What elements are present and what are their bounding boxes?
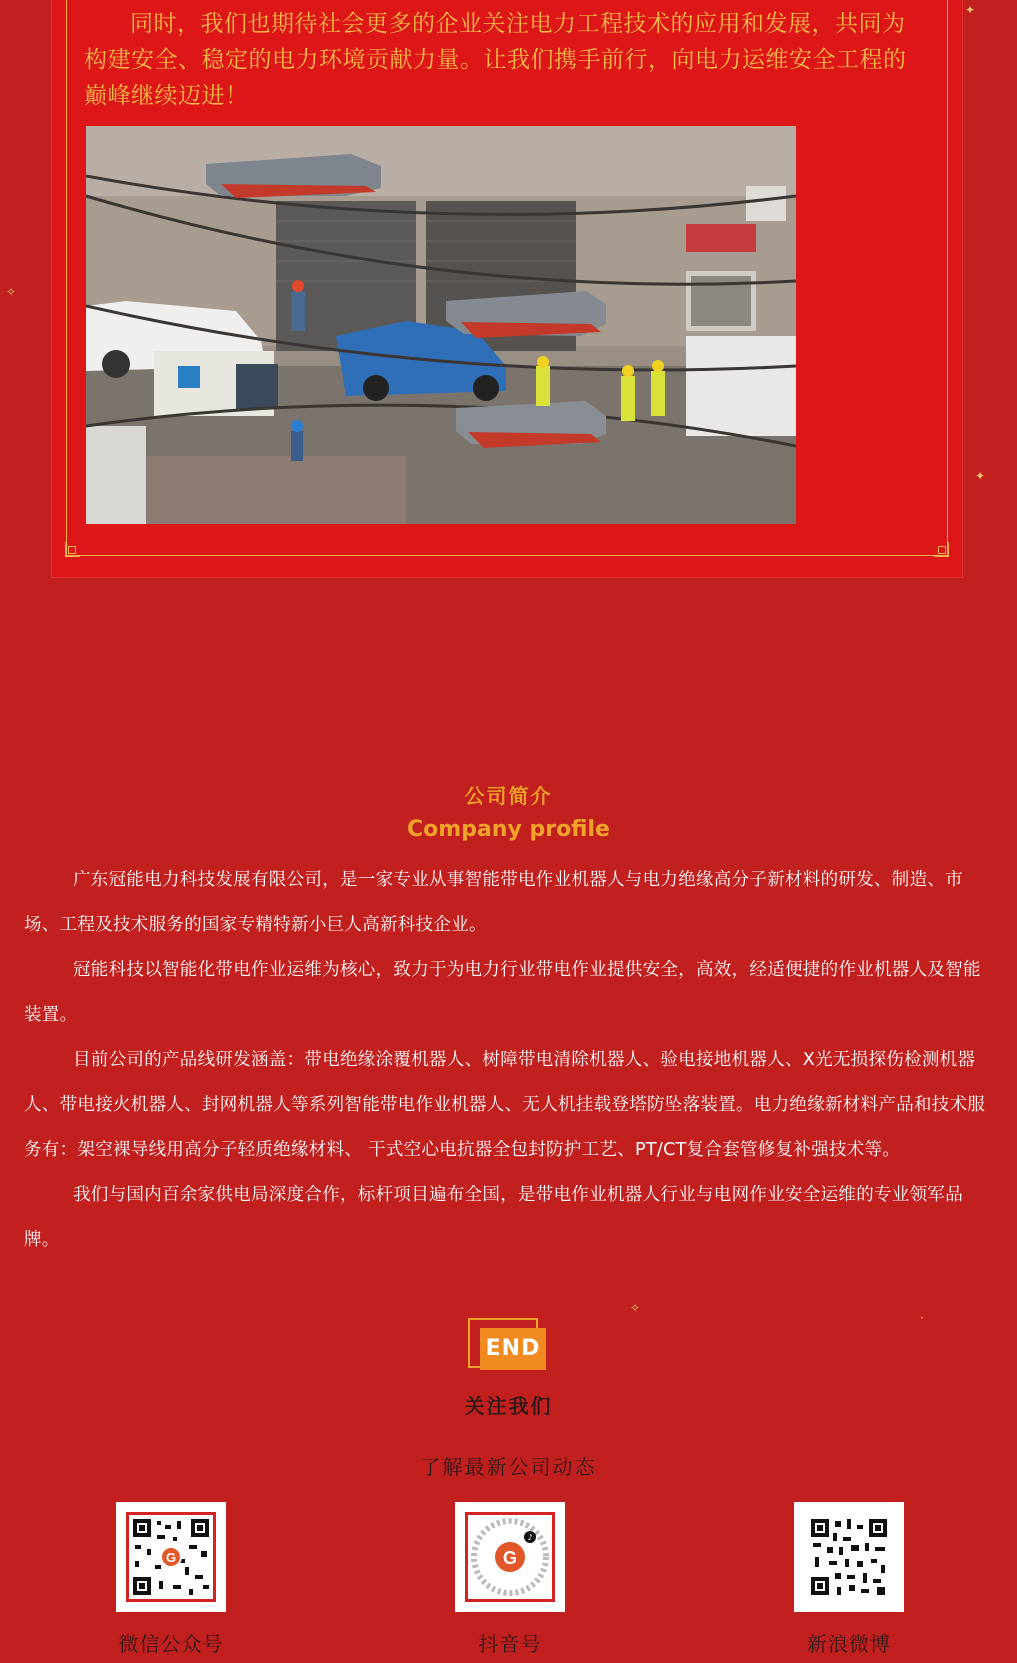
weibo-qr-code[interactable] (794, 1502, 904, 1612)
wechat-qr-code[interactable] (116, 1502, 226, 1612)
svg-text:♪: ♪ (527, 1533, 533, 1542)
sparkle-icon: ✦ (975, 469, 986, 483)
profile-paragraph: 我们与国内百余家供电局深度合作，标杆项目遍布全国，是带电作业机器人行业与电网作业安全运维的专业领军品牌。 (24, 1185, 963, 1250)
sparkle-icon: ✦ (965, 3, 976, 17)
profile-title-en: Company profile (407, 817, 610, 842)
qr-frame (126, 1512, 216, 1602)
weibo-qr-label: 新浪微博 (807, 1632, 891, 1656)
closing-paragraph: 同时，我们也期待社会更多的企业关注电力工程技术的应用和发展，共同为构建安全、稳定的电力环境贡献力量。让我们携手前行，向电力运维安全工程的巅峰继续迈进！ (84, 11, 907, 109)
follow-us-heading: 关注我们 (464, 1394, 553, 1418)
profile-title-cn: 公司简介 (464, 784, 553, 808)
profile-paragraph: 冠能科技以智能化带电作业运维为核心，致力于为电力行业带电作业提供安全，高效，经适便捷的作业机器人及智能装置。 (24, 960, 981, 1025)
profile-paragraph: 目前公司的产品线研发涵盖：带电绝缘涂覆机器人、树障带电清除机器人、验电接地机器人、X光无损探伤检测机器人、带电接火机器人、封网机器人等系列智能带电作业机器人、无人机挂载登塔防坠落装置。电力绝缘新材料产品和技术服务有：架空裸导线用高分子轻质绝缘材料、 干式空心电抗器全包封防护工艺、PT/CT复合套管修复补强技术等。 (24, 1050, 986, 1160)
end-badge (468, 1318, 546, 1374)
douyin-qr-label: 抖音号 (478, 1632, 542, 1656)
sparkle-icon: ✧ (6, 285, 17, 299)
svg-text:G: G (165, 1550, 177, 1565)
company-profile-text (24, 858, 988, 1263)
profile-paragraph: 广东冠能电力科技发展有限公司，是一家专业从事智能带电作业机器人与电力绝缘高分子新材料的研发、制造、市场、工程及技术服务的国家专精特新小巨人高新科技企业。 (24, 870, 963, 935)
corner-ornament (65, 542, 80, 557)
end-label: END (480, 1328, 546, 1370)
wechat-qr-label: 微信公众号 (118, 1632, 224, 1656)
sparkle-icon: · (920, 1311, 924, 1325)
douyin-qr-code[interactable] (455, 1502, 565, 1612)
qr-frame (804, 1512, 894, 1602)
news-subheading: 了解最新公司动态 (420, 1455, 597, 1479)
sparkle-icon: ✧ (630, 1301, 641, 1315)
qr-frame (465, 1512, 555, 1602)
svg-text:G: G (502, 1548, 518, 1568)
corner-ornament (934, 542, 949, 557)
street-robots-photo (86, 126, 796, 524)
